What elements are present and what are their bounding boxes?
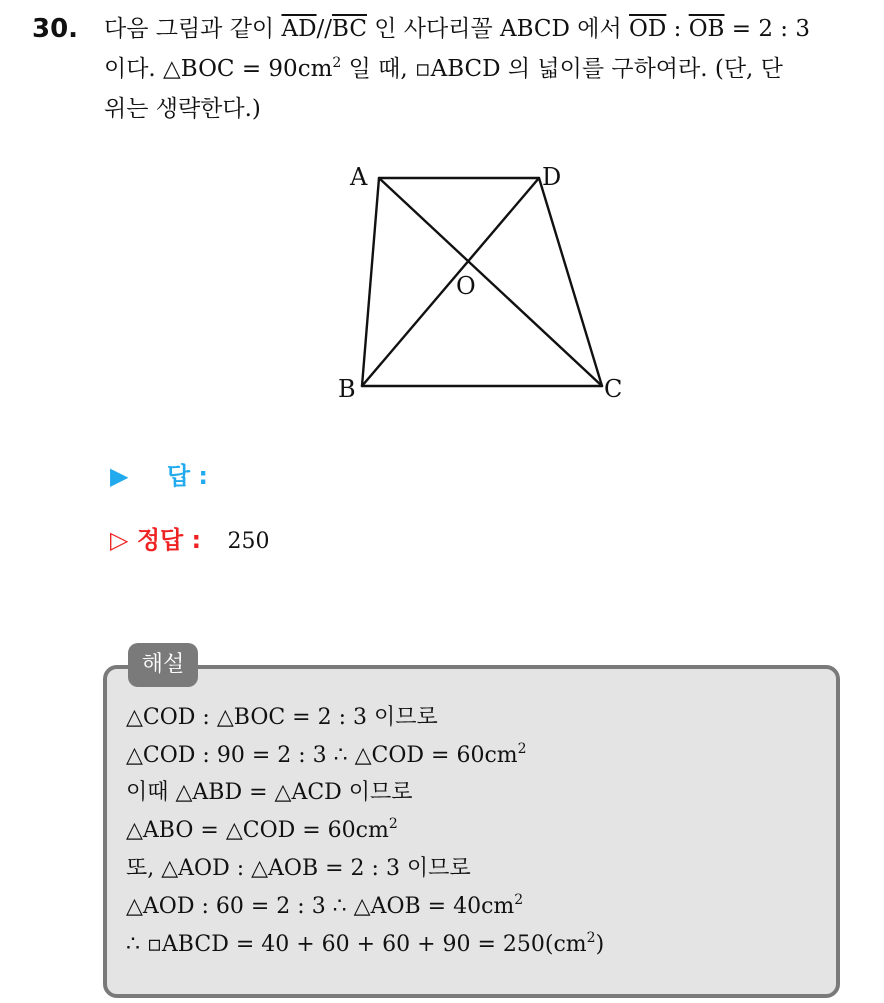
correct-arrow-icon: ▷	[110, 526, 129, 554]
correct-answer-row	[110, 520, 270, 555]
explanation-line-2: △COD : 90 = 2 : 3 ∴ △COD = $60cm^2$	[126, 741, 527, 768]
question-line-1: 다음 그림과 같이 $\overline{AD}//\overline{BC}$ 인 사다리꼴 ABCD 에서 $\overline{OD}$ : $\overline{OB} = 2$ : 3	[104, 16, 810, 42]
explanation-line-3: 이때 △ABD = △ACD 이므로	[126, 780, 413, 805]
diagonal-ac	[379, 178, 602, 386]
trapezoid-outline	[362, 178, 602, 386]
segment-ob: $\overline{OB}$	[688, 16, 725, 42]
segment-bc: $\overline{BC}$	[332, 16, 367, 42]
explanation-line-4: △ABO = △COD = $60cm^2$	[126, 816, 398, 843]
vertex-label-d: D	[542, 163, 562, 191]
correct-answer-label: 정답 :	[136, 526, 202, 554]
diagonal-bd	[362, 178, 539, 386]
explanation-line-5: 또, △AOD : △AOB = 2 : 3 이므로	[126, 856, 471, 881]
segment-ad: $\overline{AD}$	[281, 16, 317, 42]
correct-answer-value: 250	[227, 529, 270, 554]
vertex-label-c: C	[604, 375, 623, 403]
explanation-line-6: △AOD : 60 = 2 : 3 ∴ △AOB = $40cm^2$	[126, 892, 524, 919]
vertex-label-a: A	[350, 163, 368, 191]
explanation-line-7: ∴ ▫ABCD = $40 + 60 + 60 + 90 = 250(cm^2)$	[126, 930, 605, 957]
vertex-label-b: B	[338, 375, 356, 403]
explanation-tab: 해설	[128, 643, 198, 687]
explanation-line-1: △COD : △BOC = 2 : 3 이므로	[126, 705, 438, 730]
segment-od: $\overline{OD}$	[629, 16, 667, 42]
trapezoid-figure	[330, 155, 640, 415]
question-line-2: 이다. △BOC = $90cm^2$ 일 때, ▫ABCD 의 넓이를 구하여라. (단, 단	[104, 55, 783, 82]
answer-arrow-icon: ▶	[110, 462, 129, 490]
question-number: 30.	[32, 14, 79, 44]
answer-row	[110, 456, 208, 491]
question-line-3: 위는 생략한다.)	[104, 96, 261, 122]
answer-label: 답 :	[166, 462, 208, 490]
point-label-o: O	[456, 272, 476, 300]
